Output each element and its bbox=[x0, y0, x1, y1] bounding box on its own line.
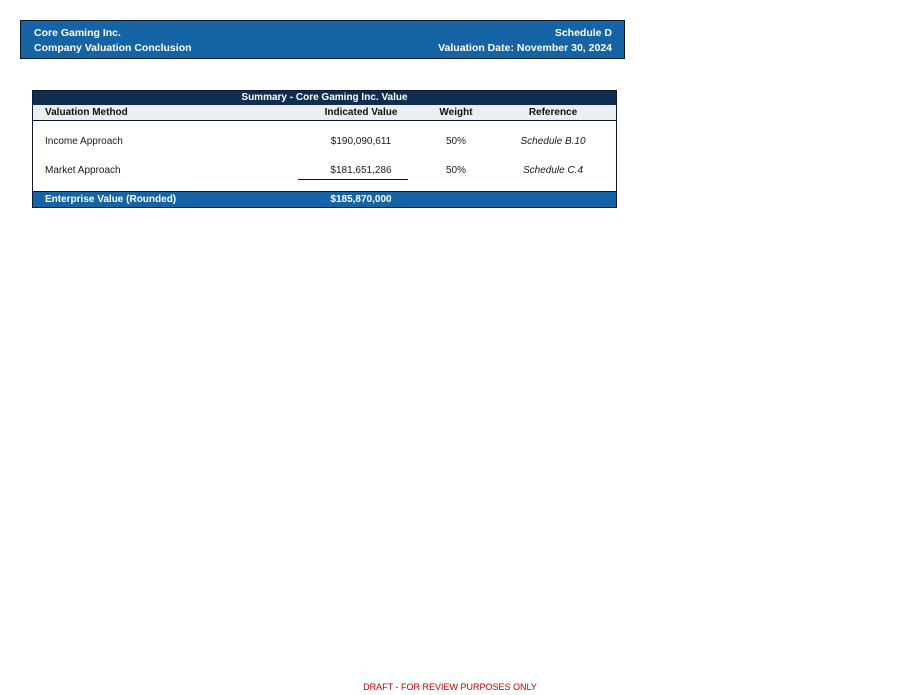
subtotal-underline bbox=[298, 179, 408, 180]
total-value: $185,870,000 bbox=[330, 194, 392, 205]
company-name: Core Gaming Inc. bbox=[34, 27, 121, 39]
total-label: Enterprise Value (Rounded) bbox=[45, 194, 177, 205]
col-header-method: Valuation Method bbox=[45, 107, 128, 118]
schedule-header bbox=[20, 20, 625, 59]
col-header-weight: Weight bbox=[439, 107, 473, 118]
col-header-reference: Reference bbox=[528, 107, 578, 118]
valuation-date: Valuation Date: November 30, 2024 bbox=[438, 42, 612, 54]
column-header-row bbox=[33, 105, 616, 121]
value-cell: $181,651,286 bbox=[330, 165, 392, 176]
method-cell: Income Approach bbox=[45, 136, 123, 147]
summary-table bbox=[32, 90, 617, 208]
summary-title: Summary - Core Gaming Inc. Value bbox=[33, 91, 616, 105]
table-row-income bbox=[33, 134, 616, 150]
reference-cell: Schedule B.10 bbox=[520, 136, 586, 147]
weight-cell: 50% bbox=[445, 165, 466, 176]
draft-notice: DRAFT - FOR REVIEW PURPOSES ONLY bbox=[363, 682, 537, 692]
schedule-id: Schedule D bbox=[554, 27, 612, 39]
total-row bbox=[33, 191, 616, 207]
weight-cell: 50% bbox=[445, 136, 466, 147]
schedule-subtitle: Company Valuation Conclusion bbox=[34, 42, 192, 54]
table-row-market bbox=[33, 163, 616, 179]
method-cell: Market Approach bbox=[45, 165, 121, 176]
reference-cell: Schedule C.4 bbox=[522, 165, 584, 176]
col-header-value: Indicated Value bbox=[324, 107, 398, 118]
value-cell: $190,090,611 bbox=[330, 136, 392, 147]
